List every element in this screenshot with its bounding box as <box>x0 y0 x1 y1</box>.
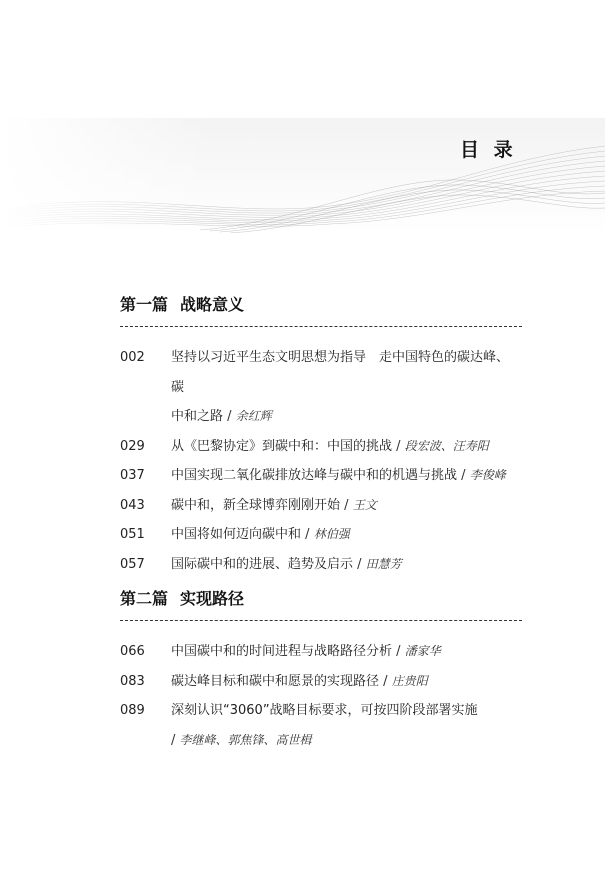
entry-author: 余红辉 <box>235 409 272 423</box>
entry-title: 国际碳中和的进展、趋势及启示 <box>171 556 354 572</box>
entry-title: 碳达峰目标和碳中和愿景的实现路径 <box>171 673 380 689</box>
page-number: 043 <box>120 497 145 513</box>
toc-entry[interactable]: 083 碳达峰目标和碳中和愿景的实现路径 / 庄贵阳 <box>120 667 520 697</box>
entry-title: 中国碳中和的时间进程与战略路径分析 <box>171 644 393 659</box>
page-number: 029 <box>120 438 145 454</box>
section-number: 第一篇 <box>120 295 169 314</box>
section-heading <box>120 294 520 316</box>
toc-entry[interactable]: 066 中国碳中和的时间进程与战略路径分析 / 潘家华 <box>120 637 520 667</box>
entry-title: 中国实现二氧化碳排放达峰与碳中和的机遇与挑战 <box>171 468 458 483</box>
entry-list <box>120 343 520 579</box>
page-number: 083 <box>120 673 145 689</box>
page-number: 002 <box>120 350 145 365</box>
toc-entry[interactable]: 043 碳中和，新全球博弈刚刚开始 / 王文 <box>120 491 520 521</box>
entry-title: 碳中和，新全球博弈刚刚开始 <box>171 497 341 513</box>
entry-title: 中国将如何迈向碳中和 <box>171 527 302 542</box>
dashed-divider <box>120 620 522 621</box>
entry-author: 李俊峰 <box>469 468 506 482</box>
toc-entry[interactable]: 051 中国将如何迈向碳中和 / 林伯强 <box>120 520 520 550</box>
entry-list <box>120 637 520 755</box>
toc-entry[interactable]: 037 中国实现二氧化碳排放达峰与碳中和的机遇与挑战 / 李俊峰 <box>120 461 520 491</box>
entry-author: 李继峰、郭焦锋、高世楫 <box>179 732 312 747</box>
toc-entry[interactable]: 089 深刻认识“3060”战略目标要求，可按四阶段部署实施 / 李继峰、郭焦锋、高世楫 <box>120 696 520 755</box>
toc-entry[interactable]: 029 从《巴黎协定》到碳中和：中国的挑战 / 段宏波、汪寿阳 <box>120 432 520 462</box>
section-heading <box>120 588 520 610</box>
section-number: 第二篇 <box>120 589 169 608</box>
entry-author: 段宏波、汪寿阳 <box>404 438 489 453</box>
section-name: 实现路径 <box>180 589 245 608</box>
page-number: 089 <box>120 703 145 718</box>
page-number: 057 <box>120 556 145 572</box>
entry-author: 王文 <box>352 497 377 512</box>
entry-title-line1: 深刻认识“3060”战略目标要求，可按四阶段部署实施 <box>171 703 478 718</box>
page-number: 037 <box>120 468 145 483</box>
toc-entry[interactable] <box>120 343 520 432</box>
entry-title-line1: 坚持以习近平生态文明思想为指导 走中国特色的碳达峰、碳 <box>171 350 510 395</box>
page-title: 目 录 <box>460 139 517 161</box>
entry-author: 潘家华 <box>404 644 441 658</box>
entry-title-line2: 中和之路 <box>171 409 224 424</box>
entry-title: 从《巴黎协定》到碳中和：中国的挑战 <box>171 438 393 454</box>
section-name: 战略意义 <box>180 295 245 314</box>
page-number: 051 <box>120 527 145 542</box>
dashed-divider <box>120 326 522 327</box>
entry-author: 田慧芳 <box>365 556 402 571</box>
section-implementation-path <box>120 588 520 755</box>
entry-author: 林伯强 <box>313 527 350 541</box>
section-strategic-significance <box>120 294 520 579</box>
entry-author: 庄贵阳 <box>391 673 428 688</box>
toc-entry[interactable]: 057 国际碳中和的进展、趋势及启示 / 田慧芳 <box>120 550 520 580</box>
entry-title: 坚持以习近平生态文明思想为指导 走中国特色的碳达峰、碳 中和之路 / 余红辉 <box>171 350 510 424</box>
page-number: 066 <box>120 644 145 659</box>
